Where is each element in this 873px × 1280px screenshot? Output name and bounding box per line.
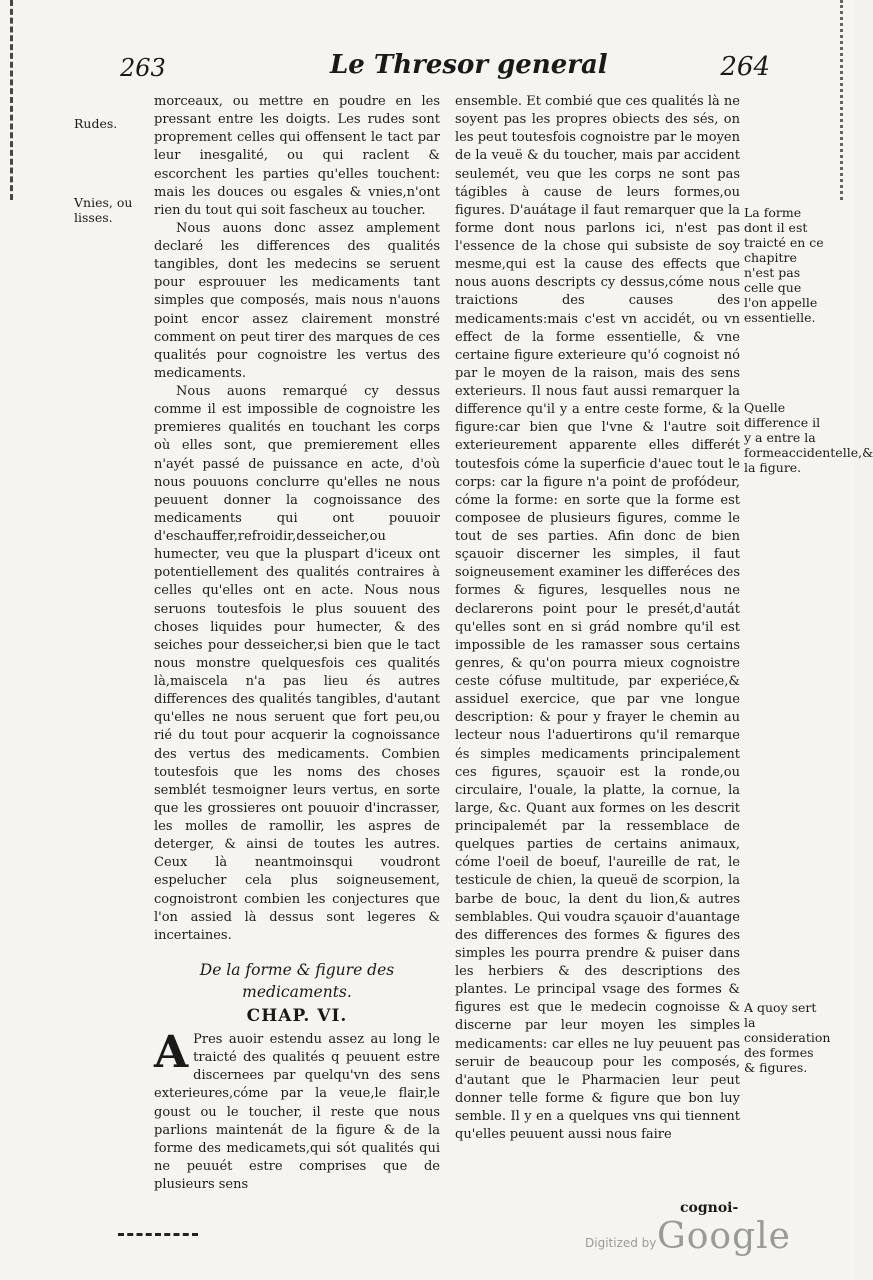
chapter-paragraph: [154, 1027, 440, 1194]
margin-note-usage: A quoy sert la consideration des formes & figures.: [744, 1000, 831, 1075]
page-title: Le Thresor general: [330, 50, 608, 80]
left-paragraph-2: Nous auons donc assez amplement declaré les differences des qualités tangibles, dont les medecins se seruent pour esprouuer les medicaments tant simples que composés, mais nous n'auons point encor assez clairement monstré comment on peut tirer des marques de ces qualités pour cognoistre les vertus des medicaments.: [154, 220, 440, 381]
chapter-heading: CHAP. VI.: [246, 1005, 348, 1026]
watermark-prefix: Digitized by: [585, 1236, 657, 1250]
catchword: cognoi-: [680, 1200, 739, 1216]
section-title: De la forme & figure des medicaments.: [199, 960, 395, 1001]
right-edge-binding: [830, 0, 843, 200]
margin-note-rudes: Rudes.: [74, 116, 118, 131]
drop-cap: A: [154, 1027, 189, 1078]
left-paragraph-1: morceaux, ou mettre en poudre en les pressant entre les doigts. Les rudes sont proprement celles qui offensent le tact par leur inesgalité, ou qui raclent & escorchent les parties qu'elles touchent: mais les douces ou esgales & vnies,n'ont rien du tout qui soit fascheux au toucher.: [154, 94, 440, 218]
chapter-text: Pres auoir estendu assez au long le traicté des qualités q peuuent estre discernees par quelqu'vn des sens exterieures,cóme par la veue,le flair,le goust ou le toucher, il reste que nous parlions maintenát de la figure & de la forme des medicamets,qui sót qualités qui ne peuuét estre comprises que de plusieurs sens: [154, 1032, 440, 1192]
right-paragraph-1: ensemble. Et combié que ces qualités là ne soyent pas les propres obiects des sés, on les peut toutesfois cognoistre par le moyen de la veuë & du toucher, mais par accident seulemét, veu que les corps ne sont pas tágibles à cause de leurs formes,ou figures. D'auátage il faut remarquer que la forme dont nous parlons ici, n'est pas l'essence de la chose qui subsiste de soy mesme,qui est la cause des effects que nous auons descripts cy dessus,cóme nous traictions des causes des medicaments:mais c'est vn accidét, ou vn effect de la forme essentielle, & vne certaine figure exterieure qu'ó cognoist nó par le moyen de la raison, mais des sens exterieurs. Il nous faut aussi remarquer la difference qu'il y a entre ceste forme, & la figure:car bien que l'vne & l'autre soit exterieurement apparente elles differét toutesfois cóme la superficie d'auec tout le corps: car la figure n'a point de profódeur, cóme la forme: en sorte que la forme est composee de plusieurs figures, comme le tout de ses parties. Afin donc de bien sçauoir discerner les simples, il faut soigneusement examiner les differéces des formes & figures, lesquelles nous ne declarerons point pour le presét,d'autát qu'elles sont en si grád nombre qu'il est impossible de les ramasser sous certains genres, & qu'on pourra mieux cognoistre ceste cófuse multitude, par experiéce,& assiduel exercice, que par vne longue description: & pour y frayer le chemin au lecteur nous l'aduertirons qu'il remarque és simples medicaments principalement ces figures, sçauoir est la ronde,ou circulaire, l'ouale, la platte, la cornue, la large, &c. Quant aux formes on les descrit principalemét par la ressemblace de quelques parties de certains animaux, cóme l'oeil de boeuf, l'aureille de rat, le testicule de chien, la queuë de scorpion, la barbe de bouc, la dent du lion,& autres semblables. Qui voudra sçauoir d'auantage des differences des formes & figures des simples les pourra prendre & puiser dans les herbiers & des descriptions des plantes. Le principal vsage des formes & figures est que le medecin cognoisse & discerne par leur moyen les simples medicaments: car elles ne luy peuuent pas seruir de beaucoup pour les composés, d'autant que le Pharmacien leur peut donner telle forme & figure que bon luy semble. Il y en a quelques vns qui tiennent qu'elles peuuent aussi nous faire: [455, 94, 740, 1143]
left-paragraph-3: Nous auons remarqué cy dessus comme il est impossible de cognoistre les premieres qualités en touchant les corps où elles sont, que premierement elles n'ayét passé de puissance en acte, d'où nous pouuons conclurre qu'elles ne nous peuuent donner la cognoissance des medicaments qui ont pouuoir d'eschauffer,refroidir,desseicher,ou humecter, veu que la pluspart d'iceux ont potentiellement des qualités contraires à celles qu'elles ont en acte. Nous nous seruons toutesfois le plus souuent des choses liquides pour humecter, & des seiches pour desseicher,si bien que le tact nous monstre quelquesfois ces qualités là,maiscela n'a pas lieu és autres differences des qualités tangibles, d'autant qu'elles ne nous seruent que fort peu,ou rié du tout pour acquerir la cognoissance des vertus des medicaments. Combien toutesfois que les noms des choses semblét tesmoigner leurs vertus, en sorte que les grossieres ont pouuoir d'incrasser, les molles de ramollir, les aspres de deterger, & ainsi de toutes les autres. Ceux là neantmoinsqui voudront espelucher cela plus soigneusement, cognoistront combien les conjectures que l'on assied là dessus sont legeres & incertaines.: [154, 384, 440, 943]
page-number-left: 263: [120, 54, 166, 82]
google-logo: Google: [657, 1216, 791, 1257]
margin-note-vnies: Vnies, ou lisses.: [74, 195, 133, 225]
running-head: [120, 50, 770, 90]
left-column: [154, 93, 440, 1194]
footer-ornament: [118, 1233, 198, 1239]
page-number-right: 264: [720, 52, 770, 82]
margin-note-forme: La forme dont il est traicté en ce chapitre n'est pas celle que l'on appelle essentielle.: [744, 205, 824, 325]
margin-note-difference: Quelle difference il y a entre la formeaccidentelle,& la figure.: [744, 400, 873, 475]
right-column: [455, 93, 740, 1144]
left-edge-binding: [10, 0, 27, 200]
